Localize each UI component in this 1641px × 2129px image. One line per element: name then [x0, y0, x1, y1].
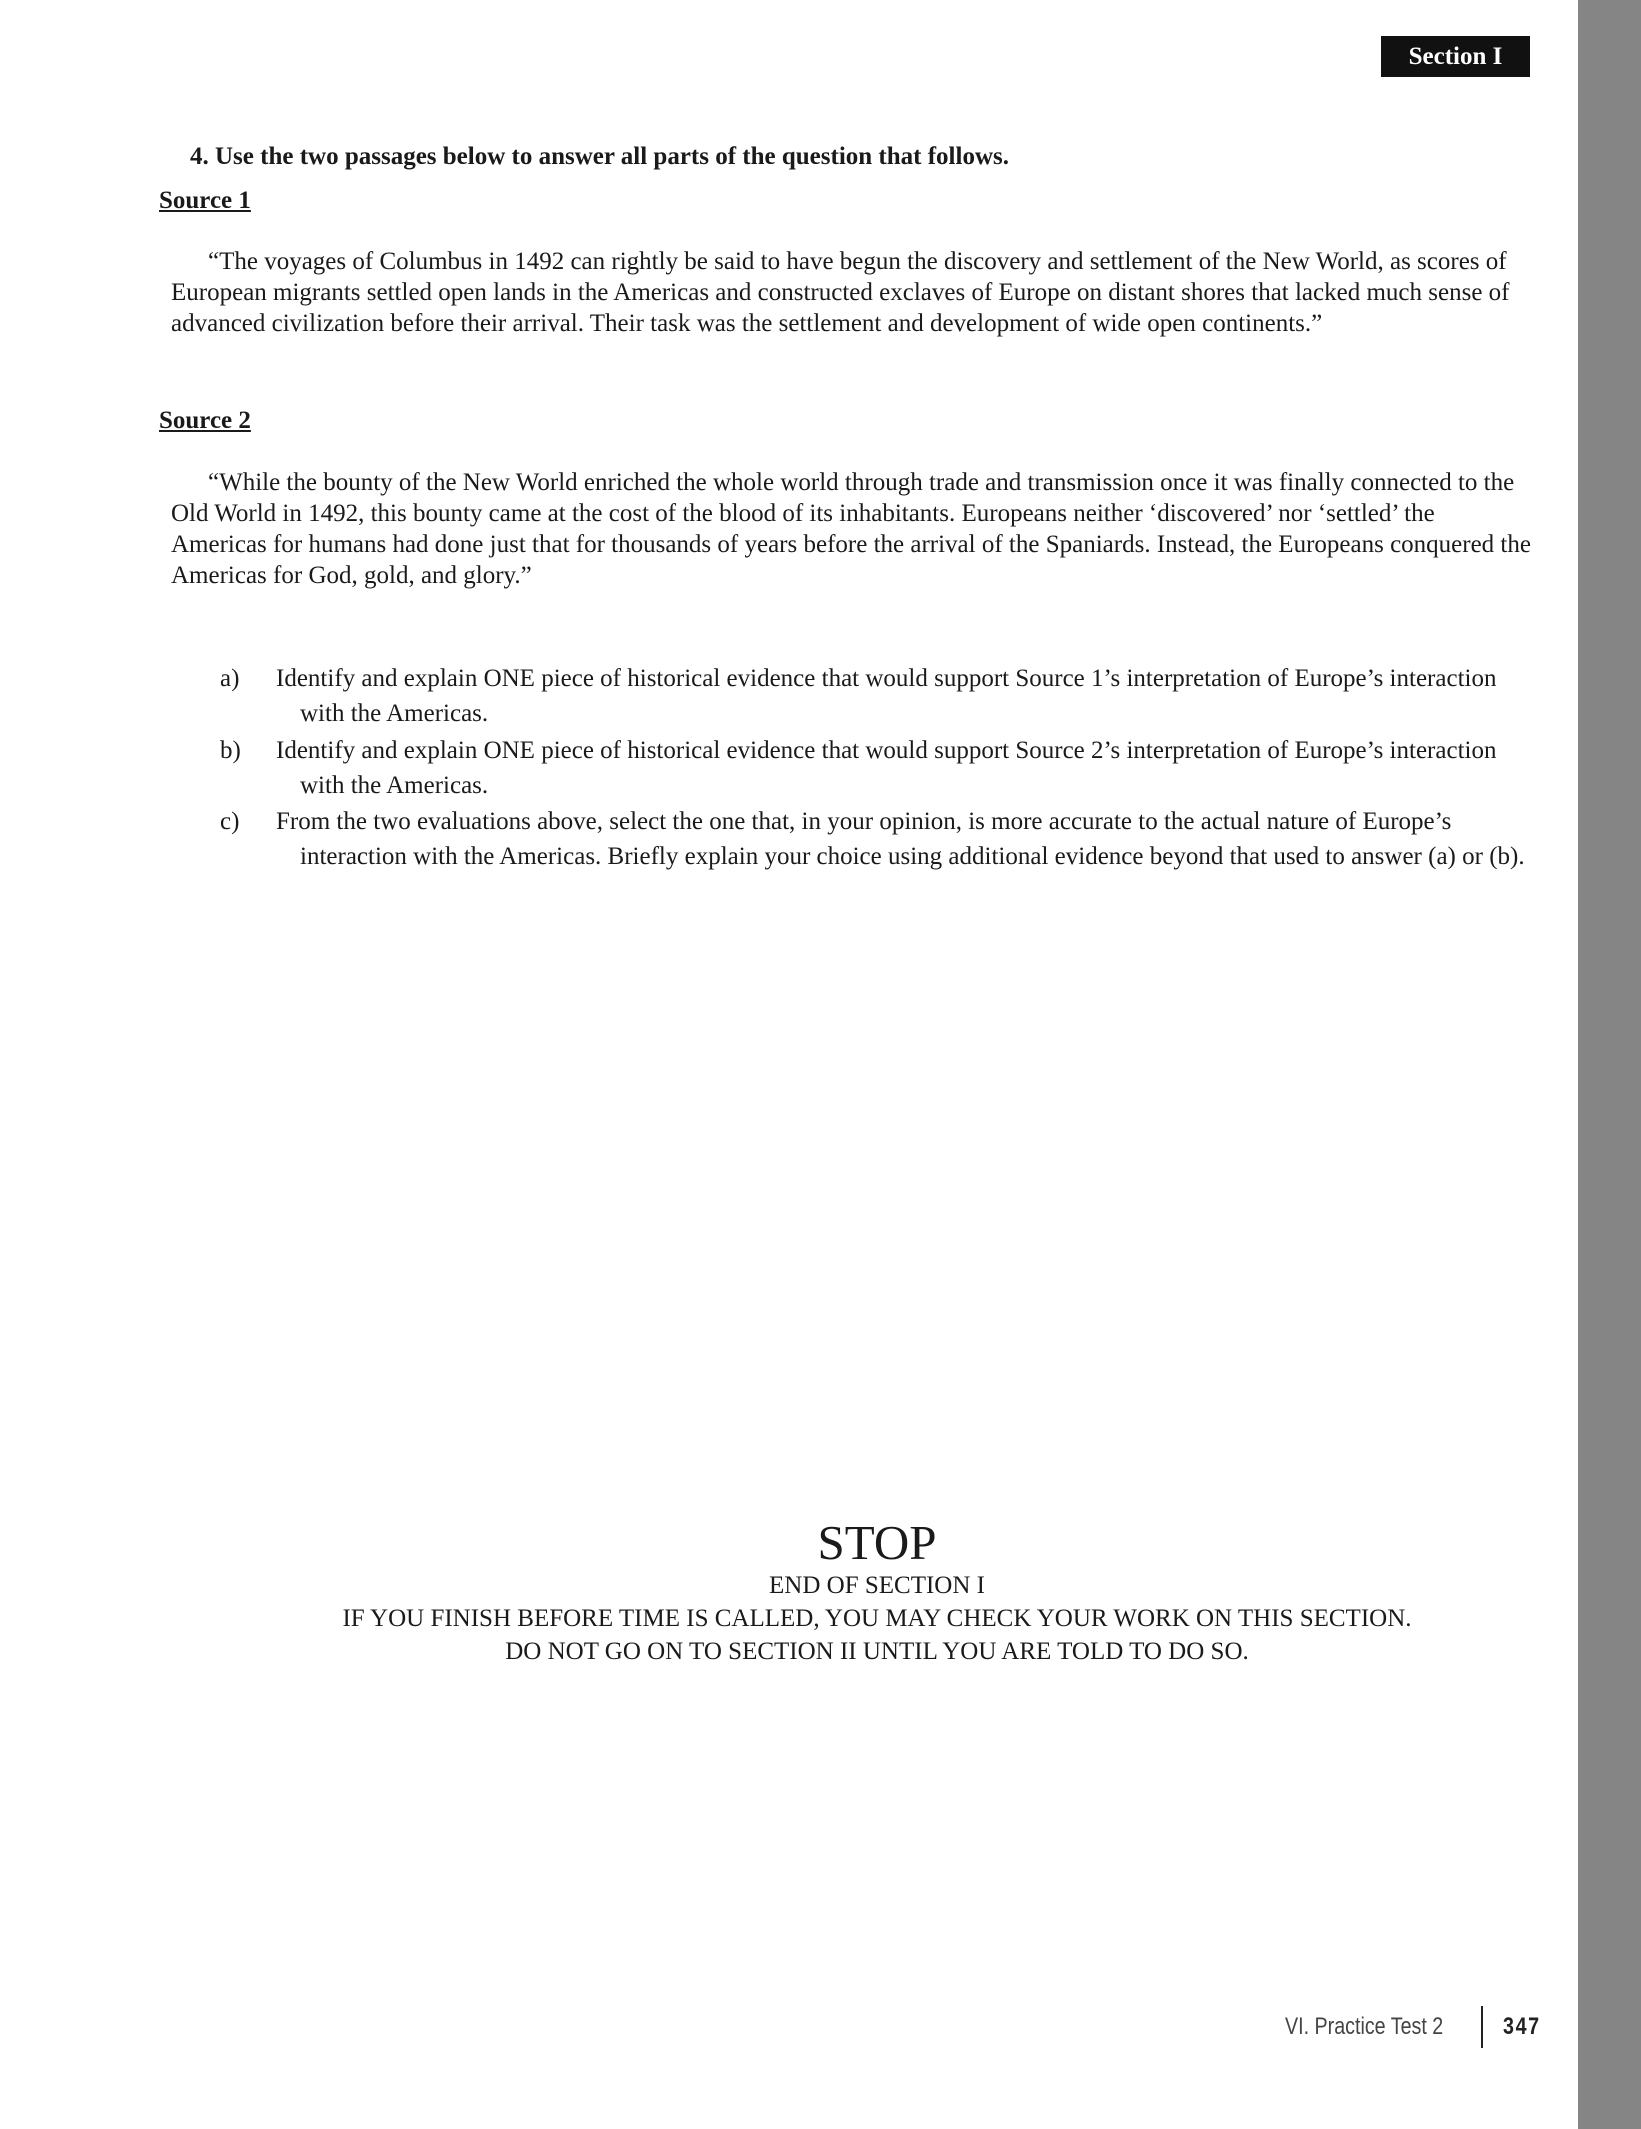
part-b-text: Identify and explain ONE piece of historical evidence that would support Source 2’s interpretation of Europe’s interaction with the Americas. — [276, 737, 1497, 799]
part-c-letter: c) — [220, 808, 240, 835]
check-work-line: IF YOU FINISH BEFORE TIME IS CALLED, YOU MAY CHECK YOUR WORK ON THIS SECTION. — [342, 1605, 1412, 1632]
part-b-letter: b) — [220, 737, 241, 764]
part-c — [220, 804, 1530, 874]
footer-label: VI. Practice Test 2 — [1285, 2013, 1444, 2040]
stop-heading: STOP — [817, 1515, 937, 1570]
do-not-go-on-line: DO NOT GO ON TO SECTION II UNTIL YOU ARE TOLD TO DO SO. — [505, 1638, 1249, 1665]
side-margin-bar — [1578, 0, 1641, 2129]
part-a-letter: a) — [220, 665, 240, 692]
part-a-text: Identify and explain ONE piece of historical evidence that would support Source 1’s interpretation of Europe’s interaction with the Americas. — [276, 665, 1497, 727]
part-c-text: From the two evaluations above, select the one that, in your opinion, is more accurate to the actual nature of Europe’s interaction with the Americas. Briefly explain your choice using additional evidence beyond that used to answer (a) or (b). — [276, 808, 1525, 870]
source-1-heading: Source 1 — [159, 187, 251, 214]
section-label: Section I — [1381, 36, 1530, 77]
part-b — [220, 733, 1530, 803]
question-title: 4. Use the two passages below to answer all parts of the question that follows. — [190, 143, 1009, 170]
stop-notice — [160, 1517, 1594, 1668]
source-2-passage: “While the bounty of the New World enriched the whole world through trade and transmission once it was finally connected to the Old World in 1492, this bounty came at the cost of the blood of its inhabitants. Europeans neither ‘discovered’ nor ‘settled’ the Americas for humans had done just that for thousands of years before the arrival of the Spaniards. Instead, the Europeans conquered the Americas for God, gold, and glory.” — [171, 469, 1531, 589]
source-1-passage: “The voyages of Columbus in 1492 can rightly be said to have begun the discovery and settlement of the New World, as scores of European migrants settled open lands in the Americas and constructed exclaves of Europe on distant shores that lacked much sense of advanced civilization before their arrival. Their task was the settlement and development of wide open continents.” — [171, 248, 1510, 337]
page-number: 347 — [1503, 2013, 1541, 2040]
part-a — [220, 661, 1530, 731]
footer-divider — [1481, 2006, 1483, 2048]
source-2-heading: Source 2 — [159, 407, 251, 434]
end-of-section-line: END OF SECTION I — [769, 1572, 985, 1599]
